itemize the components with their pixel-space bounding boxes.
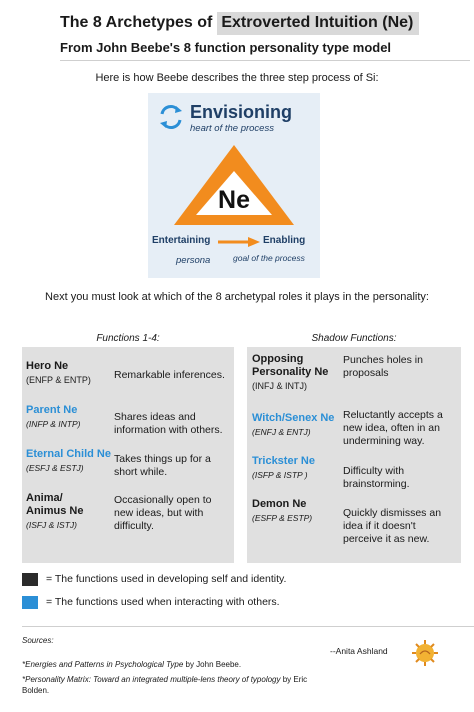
function-desc: Occasionally open to new ideas, but with difficulty. (114, 494, 212, 532)
author-credit: --Anita Ashland (330, 646, 388, 656)
reference-2-author: by Eric Bolden. (22, 675, 308, 695)
legend-blue-swatch (22, 596, 38, 609)
subtitle: From John Beebe's 8 function personality type model (60, 40, 392, 55)
reference-1-title: *Energies and Patterns in Psychological Type (22, 660, 184, 669)
function-types: (ENFP & ENTP) (26, 375, 91, 385)
intro-text: Here is how Beebe describes the three step process of Si: (95, 72, 379, 84)
reference-1-author: by John Beebe. (183, 660, 242, 669)
envisioning-label: Envisioning (190, 102, 293, 122)
function-entry (26, 360, 112, 386)
functions-box (22, 347, 234, 563)
shadow-name: Opposing Personality Ne (252, 353, 329, 378)
cycle-arrows-icon (158, 104, 184, 130)
title-highlight: Extroverted Intuition (Ne) (217, 12, 419, 35)
legend-blue-text: = The functions used when interacting with others. (46, 596, 280, 608)
title-row (60, 10, 419, 36)
shadow-name: Witch/Senex Ne (252, 412, 335, 424)
shadow-desc: Difficulty with brainstorming. (343, 465, 410, 490)
shadow-heading: Shadow Functions: (311, 333, 397, 344)
shadow-entry (252, 412, 344, 438)
triangle-shape (170, 141, 298, 229)
reference-2-title: *Personality Matrix: Toward an integrated multiple-lens theory of typology (22, 675, 281, 684)
top-divider (60, 60, 470, 61)
shadow-desc: Quickly dismisses an idea if it doesn't perceive it as new. (343, 507, 442, 545)
legend-dark-text: = The functions used in developing self and identity. (46, 573, 287, 585)
shadow-name: Demon Ne (252, 498, 307, 510)
shadow-types: (ISFP & ISTP ) (252, 470, 308, 480)
shadow-entry (252, 498, 340, 524)
process-diagram (148, 93, 320, 278)
legend-dark-swatch (22, 573, 38, 586)
function-types: (ESFJ & ESTJ) (26, 463, 84, 473)
function-types: (INFP & INTP) (26, 419, 81, 429)
entertaining-label: Entertaining (152, 235, 211, 246)
function-desc: Shares ideas and information with others. (114, 411, 223, 436)
function-entry (26, 492, 86, 531)
reference-1 (22, 660, 241, 669)
shadow-types: (ENFJ & ENTJ) (252, 427, 311, 437)
title-prefix: The 8 Archetypes of (60, 14, 213, 31)
shadow-types: (ESFP & ESTP) (252, 513, 313, 523)
sun-logo-icon (412, 640, 438, 666)
next-text: Next you must look at which of the 8 archetypal roles it plays in the personality: (45, 291, 429, 303)
shadow-name: Trickster Ne (252, 455, 315, 467)
function-types: (ISFJ & ISTJ) (26, 520, 77, 530)
ne-center-label: Ne (218, 186, 250, 214)
shadow-entry (252, 353, 336, 392)
function-name: Eternal Child Ne (26, 448, 111, 460)
function-name: Anima/ Animus Ne (26, 492, 84, 517)
shadow-entry (252, 455, 340, 481)
function-desc: Takes things up for a short while. (114, 453, 211, 478)
function-name: Parent Ne (26, 404, 78, 416)
right-arrow-icon (218, 237, 260, 247)
bottom-divider (22, 626, 474, 627)
enabling-label: Enabling (263, 235, 306, 246)
sources-label: Sources: (22, 636, 54, 645)
reference-2 (22, 674, 312, 696)
functions-heading: Functions 1-4: (96, 333, 160, 344)
envisioning-sub: heart of the process (190, 123, 274, 134)
function-entry (26, 404, 112, 430)
shadow-desc: Reluctantly accepts a new idea, often in an undermining way. (343, 409, 443, 447)
goal-label: goal of the process (233, 253, 305, 263)
shadow-types: (INFJ & INTJ) (252, 381, 307, 391)
function-entry (26, 448, 116, 474)
shadow-box (247, 347, 461, 563)
function-desc: Remarkable inferences. (114, 369, 225, 381)
shadow-desc: Punches holes in proposals (343, 354, 423, 379)
persona-label: persona (176, 255, 211, 266)
function-name: Hero Ne (26, 360, 69, 372)
